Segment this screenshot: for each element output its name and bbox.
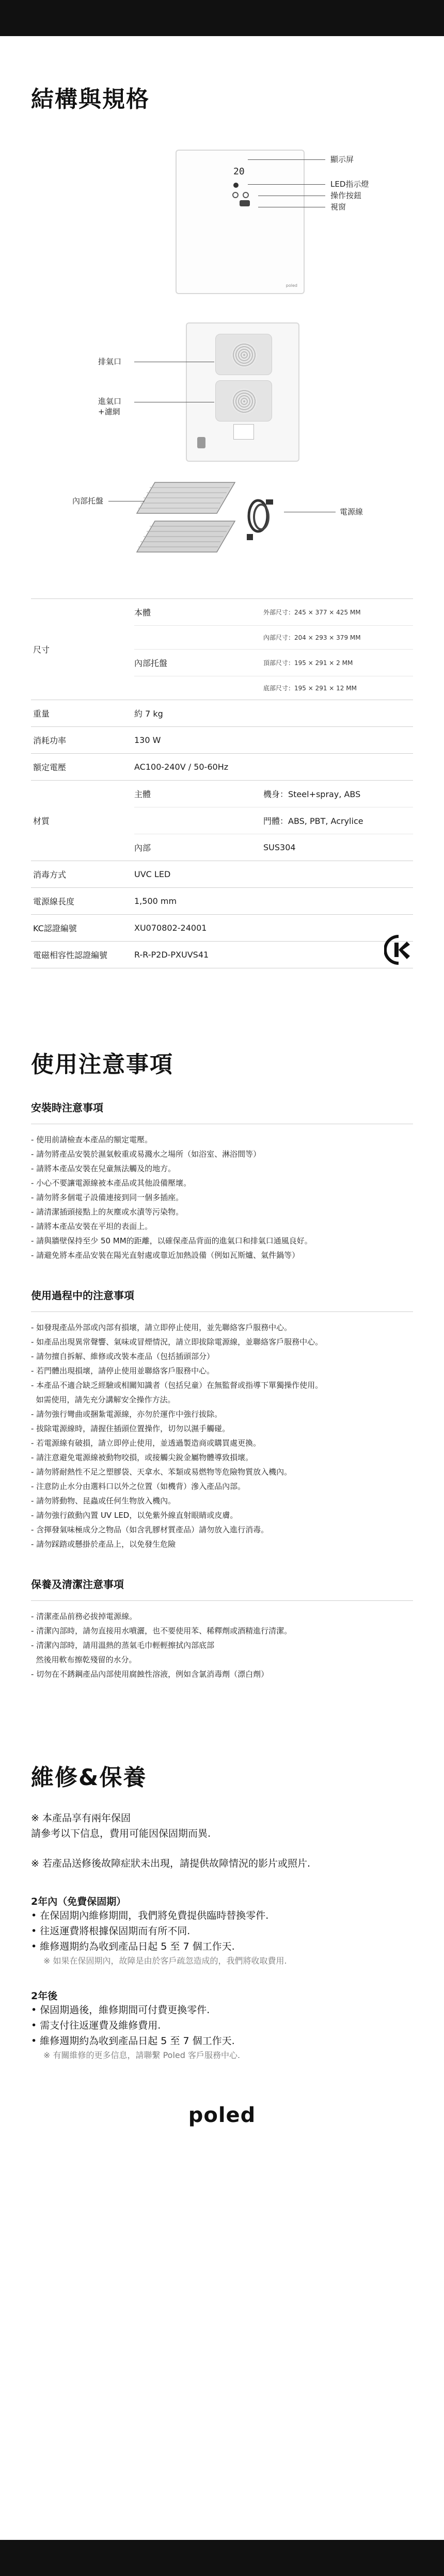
use-list xyxy=(31,1320,413,1551)
power-port xyxy=(197,437,205,448)
structure-title: 結構與規格 xyxy=(31,86,150,112)
bottom-banner xyxy=(0,2540,444,2576)
warranty-intro-2: 請參考以下信息，費用可能因保固期而異. xyxy=(31,1828,211,1839)
spec-body-label: 本體 xyxy=(134,608,151,618)
warranty-intro-3: ※ 若產品送修後故障症狀未出現，請提供故障情況的影片或照片. xyxy=(31,1858,311,1869)
display-digits: 20 xyxy=(233,166,245,177)
viewing-window xyxy=(240,200,250,206)
list-item: - 請將本產品安裝在平坦的表面上。 xyxy=(31,1222,153,1231)
list-item: - 含揮發氣味極成分之物品（如含乳膠材質產品）請勿放入進行消毒。 xyxy=(31,1525,269,1534)
spec-voltage-label: 額定電壓 xyxy=(33,763,67,772)
list-item: • 維修週期約為收到產品日起 5 至 7 個工作天. xyxy=(31,2035,235,2047)
list-item: - 請與牆壁保持至少 50 MM的距離，以確保產品背面的進氣口和排氣口通風良好。 xyxy=(31,1236,312,1245)
list-item: - 請注意避免電源線被動物咬損，或接觸尖銳金屬物體導致損壞。 xyxy=(31,1453,253,1462)
inner-tray-top xyxy=(134,480,237,516)
safety-subtitle: 安裝時注意事項 xyxy=(31,1101,103,1114)
operation-button-1 xyxy=(232,192,239,198)
spec-tray-top: 頂部尺寸：195 × 291 × 2 MM xyxy=(263,650,413,676)
spec-kc-label: KC認證編號 xyxy=(33,924,77,933)
caution-title: 使用注意事項 xyxy=(31,1051,173,1078)
spec-sterilize-value: UVC LED xyxy=(134,869,171,879)
spec-body-outer: 外部尺寸：245 × 377 × 425 MM xyxy=(263,609,361,616)
spec-power-value: 130 W xyxy=(134,735,161,745)
list-item: - 請避免將本產品安裝在陽光直射處或靠近加熱設備（例如瓦斯爐、氣件鍋等） xyxy=(31,1251,300,1260)
list-item: - 如產品出現異常聲響、氣味或冒煙情況，請立即拔除電源線，並聯絡客戶服務中心。 xyxy=(31,1337,323,1347)
list-item: - 小心不要讓電源線被本產品或其他設備壓壞。 xyxy=(31,1178,192,1188)
list-item: - 若門體出現損壞，請停止使用並聯絡客戶服務中心。 xyxy=(31,1366,215,1375)
callout-cord: 電源線 xyxy=(340,507,363,516)
divider xyxy=(31,1311,413,1312)
kc-certification-icon xyxy=(384,934,413,965)
operation-button-2 xyxy=(243,192,249,198)
list-item: - 請勿將耐熱性不足之塑膠袋、天拿水、苯類或易燃物等危險物質放入機內。 xyxy=(31,1467,292,1477)
callout-buttons: 操作按鈕 xyxy=(330,191,362,200)
list-item: - 拔除電源線時，請握住插頭位置操作，切勿以濕手觸碰。 xyxy=(31,1424,230,1433)
list-item: - 切勿在不銹鋼產品內部使用腐蝕性溶液，例如含氯消毒劑（漂白劑） xyxy=(31,1670,269,1679)
spec-table xyxy=(31,598,413,968)
spec-cord-label: 電源線長度 xyxy=(33,897,75,906)
spec-material-inner-value: SUS304 xyxy=(263,834,413,861)
list-item: - 請勿擅自拆解、維修或改裝本產品（包括插頭部分） xyxy=(31,1352,215,1361)
spec-kc-value: XU070802-24001 xyxy=(134,923,207,933)
power-cord xyxy=(243,490,279,542)
list-item: - 請勿踩踏或懸掛於產品上，以免發生危險 xyxy=(31,1540,176,1549)
brand-logo: poled xyxy=(188,2103,256,2127)
list-item: - 清潔產品前務必拔掉電源線。 xyxy=(31,1612,137,1621)
warranty-2y-heading: 2年內（免費保固期） xyxy=(31,1896,126,1907)
spec-voltage-value: AC100-240V / 50-60Hz xyxy=(134,762,229,772)
intake-vent xyxy=(215,380,272,422)
warranty-after-heading: 2年後 xyxy=(31,1990,58,2002)
list-item: • 需支付往返運費及維修費用. xyxy=(31,2020,161,2031)
spec-cord-value: 1,500 mm xyxy=(134,896,177,906)
list-item: - 請清潔插頭接點上的灰塵或水漬等污染物。 xyxy=(31,1207,184,1217)
exhaust-vent xyxy=(215,334,272,375)
list-item: - 注意防止水分由選料口以外之位置（如機背）滲入產品內部。 xyxy=(31,1482,246,1491)
callout-window: 視窗 xyxy=(330,202,346,212)
clean-list xyxy=(31,1609,413,1681)
divider xyxy=(31,1600,413,1601)
warranty-after-note: ※ 有關維修的更多信息，請聯繫 Poled 客戶服務中心. xyxy=(43,2050,241,2060)
warranty-intro-1: ※ 本產品享有兩年保固 xyxy=(31,1812,131,1824)
spec-size-label: 尺寸 xyxy=(33,645,50,655)
led-indicator xyxy=(233,183,239,188)
list-item: • 往返運費將根據保固期而有所不同. xyxy=(31,1925,191,1937)
device-front-view xyxy=(176,150,305,294)
spec-material-main-1: 機身：Steel+spray, ABS xyxy=(263,789,361,799)
list-item: - 請勿強行啟動內置 UV LED，以免紫外線直射眼睛或皮膚。 xyxy=(31,1511,238,1520)
rating-label xyxy=(233,424,254,440)
device-back-view xyxy=(186,322,299,462)
list-item: • 維修週期約為收到產品日起 5 至 7 個工作天. xyxy=(31,1941,235,1952)
use-subtitle: 使用過程中的注意事項 xyxy=(31,1289,134,1302)
list-item: - 請將本產品安裝在兒童無法觸及的地方。 xyxy=(31,1164,176,1173)
inner-tray-bottom xyxy=(134,519,237,555)
callout-exhaust: 排氣口 xyxy=(98,357,122,366)
list-item: - 請勿將產品安裝於濕氣較重或易濺水之場所（如浴室、淋浴間等） xyxy=(31,1149,261,1159)
list-item: - 若電源線有破損，請立即停止使用，並透過製造商或購買處更換。 xyxy=(31,1438,261,1448)
spec-material-main-label: 主體 xyxy=(134,789,151,799)
callout-tray: 內部托盤 xyxy=(72,496,104,506)
callout-display: 顯示屏 xyxy=(330,155,354,164)
top-banner xyxy=(0,0,444,36)
spec-material-label: 材質 xyxy=(33,816,50,826)
list-item: • 保固期過後，維修期間可付費更換零件. xyxy=(31,2004,210,2016)
spec-tray-label: 內部托盤 xyxy=(134,650,263,676)
callout-led: LED指示燈 xyxy=(330,180,369,189)
clean-subtitle: 保養及清潔注意事項 xyxy=(31,1578,124,1591)
list-item: • 在保固期內維修期間，我們將免費提供臨時替換零件. xyxy=(31,1910,269,1921)
spec-sterilize-label: 消毒方式 xyxy=(33,870,67,880)
spec-material-main-2: 門體：ABS, PBT, Acrylice xyxy=(263,807,413,834)
list-item: - 清潔內部時，請用溫熱的蒸氣毛巾輕輕擦拭內部底部 xyxy=(31,1641,215,1650)
callout-intake: 進氣口 +濾網 xyxy=(98,397,122,416)
spec-tray-bottom: 底部尺寸：195 × 291 × 12 MM xyxy=(263,676,413,700)
structure-diagram xyxy=(31,134,413,578)
list-item: - 請勿將多個電子設備連接到同一個多插座。 xyxy=(31,1193,184,1202)
list-item: - 如發現產品外部或內部有損壞，請立即停止使用，並先聯絡客戶服務中心。 xyxy=(31,1323,292,1332)
list-item: 如需使用，請先充分講解安全操作方法。 xyxy=(31,1395,176,1404)
spec-material-inner-label: 內部 xyxy=(134,834,263,861)
list-item: 然後用軟布擦乾殘留的水分。 xyxy=(31,1655,137,1664)
list-item: - 請勿將動物、昆蟲或任何生物放入機內。 xyxy=(31,1496,176,1505)
list-item: - 清潔內部時，請勿直接用水噴灑，也不要使用苯、稀釋劑或酒精進行清潔。 xyxy=(31,1626,292,1635)
spec-weight-label: 重量 xyxy=(33,709,50,719)
warranty-title: 維修&保養 xyxy=(31,1764,147,1791)
spec-emc-label: 電磁相容性認證編號 xyxy=(33,950,108,960)
spec-body-inner: 內部尺寸：204 × 293 × 379 MM xyxy=(263,626,413,650)
device-logo: poled xyxy=(286,283,297,288)
spec-emc-value: R-R-P2D-PXUVS41 xyxy=(134,950,209,960)
list-item: - 本產品不適合缺乏經驗或相關知識者（包括兒童）在無監督或指導下單獨操作使用。 xyxy=(31,1381,323,1390)
list-item: - 請勿強行彎曲或捆紮電源線，亦勿於運作中強行拔除。 xyxy=(31,1409,223,1419)
spec-power-label: 消耗功率 xyxy=(33,736,67,746)
list-item: - 使用前請檢查本產品的額定電壓。 xyxy=(31,1135,153,1144)
warranty-2y-note: ※ 如果在保固期內，故障是由於客戶疏忽造成的，我們將收取費用. xyxy=(43,1956,287,1966)
safety-list xyxy=(31,1132,413,1262)
spec-weight-value: 約 7 kg xyxy=(134,709,163,719)
